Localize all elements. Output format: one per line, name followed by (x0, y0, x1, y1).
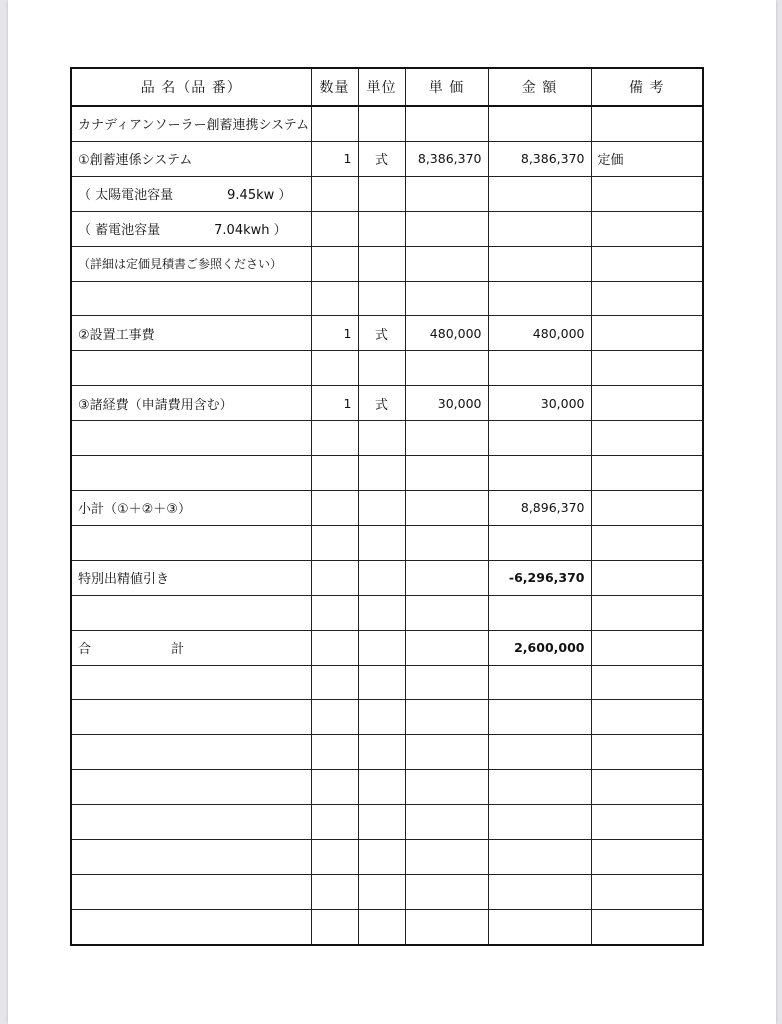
table-row (71, 211, 703, 246)
item2-price: 480,000 (405, 316, 488, 351)
system-title: カナディアンソーラー創蓄連携システム (71, 106, 311, 141)
table-row (71, 840, 703, 875)
solar-capacity-label: （ 太陽電池容量 (78, 188, 174, 204)
table-row (71, 595, 703, 630)
header-amount: 金 額 (488, 68, 591, 106)
table-row (71, 630, 703, 665)
item2-amount: 480,000 (488, 316, 591, 351)
battery-capacity-value: 7.04kwh ） (214, 223, 287, 239)
battery-capacity-label: （ 蓄電池容量 (78, 223, 161, 239)
table-row (71, 141, 703, 176)
detail-note: （詳細は定価見積書ご参照ください） (71, 246, 311, 281)
table-row (71, 176, 703, 211)
table-row (71, 316, 703, 351)
item3-amount: 30,000 (488, 386, 591, 421)
table-row (71, 874, 703, 909)
table-row (71, 246, 703, 281)
table-row (71, 560, 703, 595)
item3-unit: 式 (358, 386, 405, 421)
item1-amount: 8,386,370 (488, 141, 591, 176)
item2-name: ②設置工事費 (71, 316, 311, 351)
estimate-table (70, 67, 704, 946)
table-row (71, 805, 703, 840)
subtotal-amount: 8,896,370 (488, 490, 591, 525)
solar-capacity-value: 9.45kw ） (227, 188, 292, 204)
total-amount: 2,600,000 (488, 630, 591, 665)
table-row (71, 490, 703, 525)
discount-amount: -6,296,370 (488, 560, 591, 595)
subtotal-label: 小計（①＋②＋③） (71, 490, 311, 525)
header-row (71, 68, 703, 106)
table-row (71, 770, 703, 805)
header-name: 品 名（品 番） (71, 68, 311, 106)
table-row (71, 351, 703, 386)
item3-name: ③諸経費（申請費用含む） (71, 386, 311, 421)
item1-name: ①創蓄連係システム (71, 141, 311, 176)
item1-unit: 式 (358, 141, 405, 176)
item1-price: 8,386,370 (405, 141, 488, 176)
document-page (8, 0, 776, 1024)
item2-unit: 式 (358, 316, 405, 351)
table-row (71, 909, 703, 945)
table-row (71, 735, 703, 770)
header-qty: 数量 (311, 68, 358, 106)
header-price: 単 価 (405, 68, 488, 106)
header-remarks: 備 考 (591, 68, 703, 106)
item3-price: 30,000 (405, 386, 488, 421)
table-row (71, 281, 703, 316)
item3-qty: 1 (311, 386, 358, 421)
table-row (71, 106, 703, 141)
table-row (71, 456, 703, 491)
table-row (71, 665, 703, 700)
item2-qty: 1 (311, 316, 358, 351)
discount-label: 特別出精値引き (71, 560, 311, 595)
table-row (71, 525, 703, 560)
table-row (71, 700, 703, 735)
header-unit: 単位 (358, 68, 405, 106)
solar-capacity (71, 176, 311, 211)
battery-capacity (71, 211, 311, 246)
table-row (71, 421, 703, 456)
item1-remarks: 定価 (591, 141, 703, 176)
item1-qty: 1 (311, 141, 358, 176)
table-row (71, 386, 703, 421)
total-label: 合 計 (71, 630, 311, 665)
